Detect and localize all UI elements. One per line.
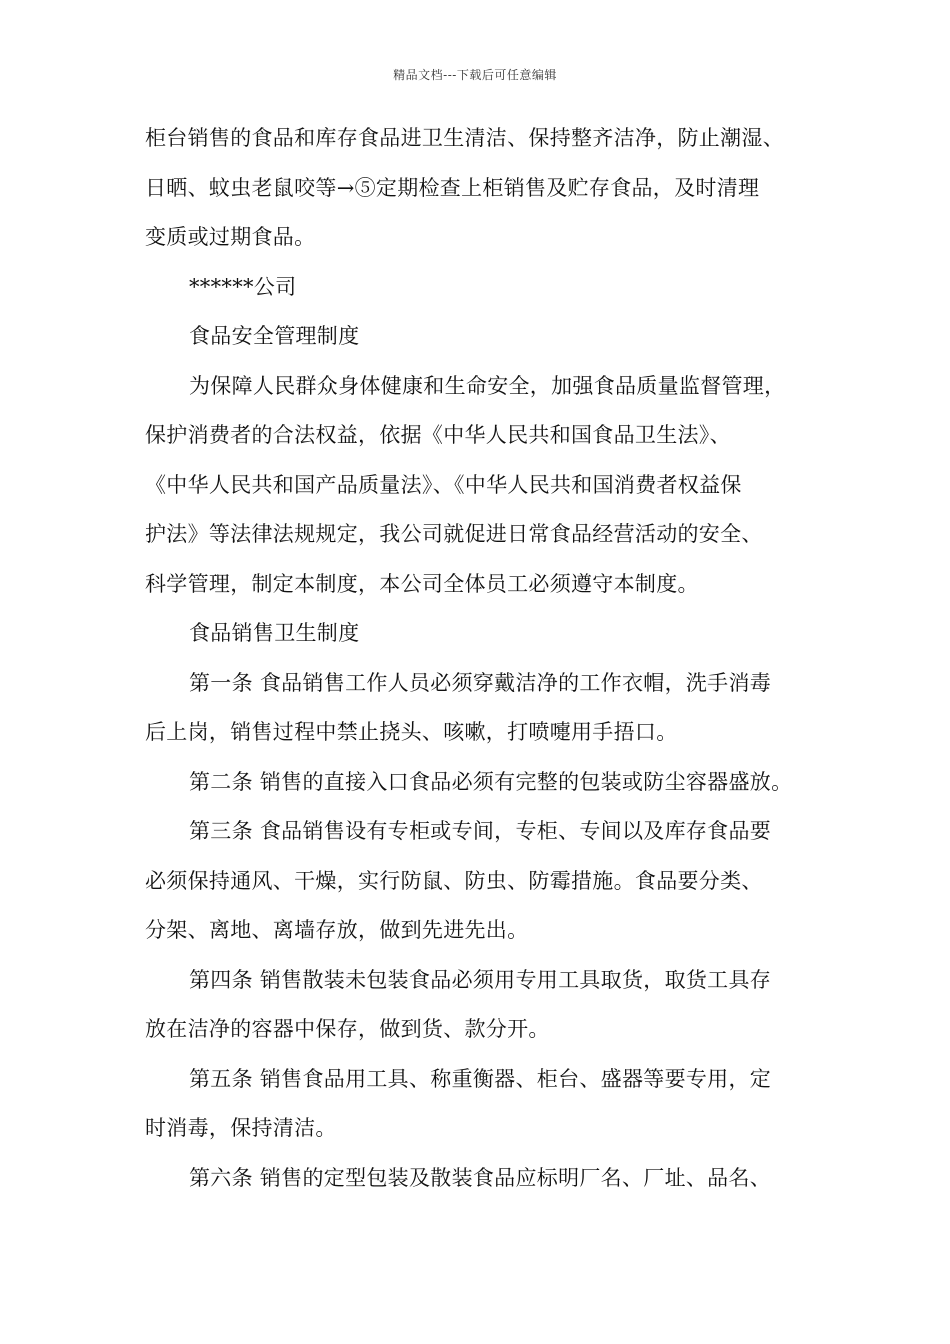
text-line: 护法》等法律法规规定，我公司就促进日常食品经营活动的安全、	[145, 522, 763, 546]
text-line: 时消毒，保持清洁。	[145, 1116, 337, 1140]
text-line: 分架、离地、离墙存放，做到先进先出。	[145, 918, 529, 942]
article-line: 第二条 销售的直接入口食品必须有完整的包装或防尘容器盛放。	[189, 769, 793, 794]
text-line: 放在洁净的容器中保存，做到货、款分开。	[145, 1017, 550, 1041]
page-header: 精品文档---下载后可任意编辑	[393, 68, 557, 82]
article-line: 第一条 食品销售工作人员必须穿戴洁净的工作衣帽，洗手消毒	[189, 670, 772, 695]
text-line: 《中华人民共和国产品质量法》、《中华人民共和国消费者权益保	[145, 472, 742, 497]
text-line: 后上岗，销售过程中禁止挠头、咳嗽，打喷嚏用手捂口。	[145, 720, 678, 744]
article-line: 第五条 销售食品用工具、称重衡器、柜台、盛器等要专用，定	[189, 1066, 772, 1091]
company-name: ******公司	[189, 274, 297, 299]
document-body	[145, 126, 813, 1215]
text-line: 柜台销售的食品和库存食品进卫生清洁、保持整齐洁净，防止潮湿、	[145, 126, 784, 150]
text-line: 科学管理，制定本制度，本公司全体员工必须遵守本制度。	[145, 571, 699, 596]
article-line: 第三条 食品销售设有专柜或专间，专柜、专间以及库存食品要	[189, 819, 772, 843]
text-line: 保护消费者的合法权益，依据《中华人民共和国食品卫生法》、	[145, 423, 731, 447]
text-line: 日晒、蚊虫老鼠咬等→⑤定期检查上柜销售及贮存食品，及时清理	[145, 175, 760, 200]
text-line: 变质或过期食品。	[145, 225, 316, 249]
text-line: 必须保持通风、干燥，实行防鼠、防虫、防霉措施。食品要分类、	[145, 868, 763, 893]
article-line: 第六条 销售的定型包装及散装食品应标明厂名、厂址、品名、	[189, 1165, 772, 1190]
text-line: 为保障人民群众身体健康和生命安全，加强食品质量监督管理，	[189, 373, 786, 398]
section-title: 食品安全管理制度	[189, 324, 360, 348]
section-title: 食品销售卫生制度	[189, 621, 360, 645]
article-line: 第四条 销售散装未包装食品必须用专用工具取货，取货工具存	[189, 967, 772, 992]
